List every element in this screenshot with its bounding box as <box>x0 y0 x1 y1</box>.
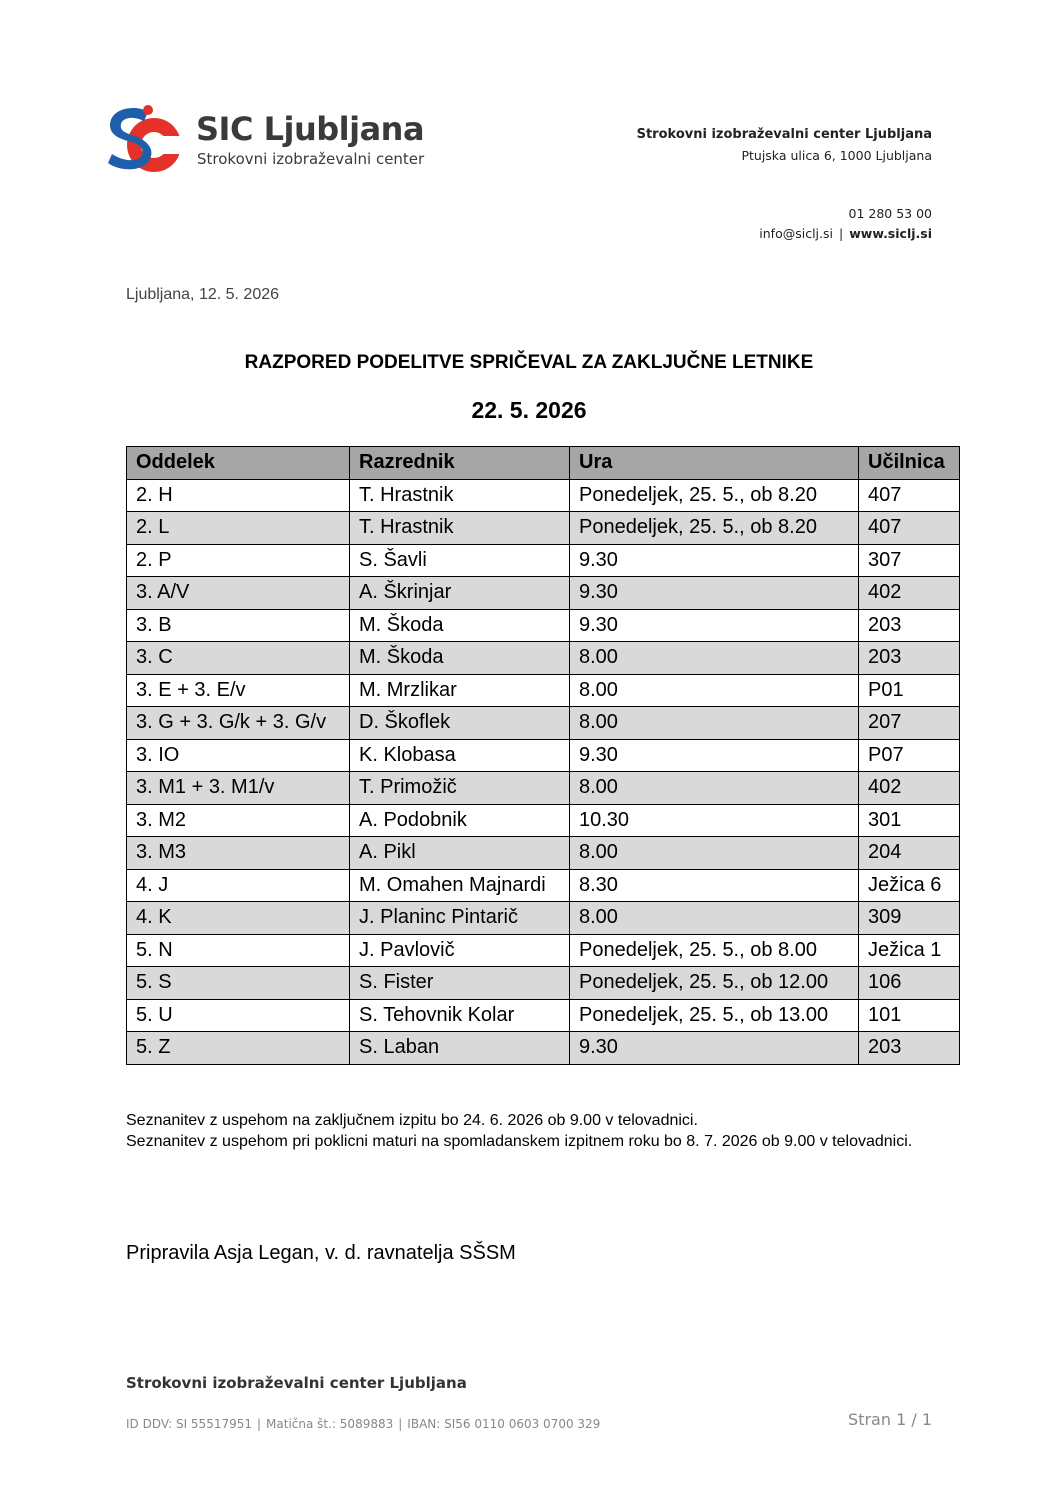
footer-separator: | <box>257 1417 262 1431</box>
cell-oddelek: 3. C <box>127 642 350 675</box>
column-header-razrednik: Razrednik <box>350 447 570 480</box>
cell-oddelek: 3. M3 <box>127 837 350 870</box>
schedule-table <box>126 446 960 1065</box>
cell-ura: Ponedeljek, 25. 5., ob 8.20 <box>570 512 859 545</box>
cell-razrednik: J. Pavlovič <box>350 934 570 967</box>
cell-oddelek: 3. A/V <box>127 577 350 610</box>
cell-ucilnica: P01 <box>859 674 960 707</box>
cell-razrednik: D. Škoflek <box>350 707 570 740</box>
cell-oddelek: 3. E + 3. E/v <box>127 674 350 707</box>
table-row <box>127 642 960 675</box>
footer-org-name: Strokovni izobraževalni center Ljubljana <box>126 1374 467 1392</box>
footer-maticna: Matična št.: 5089883 <box>266 1417 394 1431</box>
cell-ucilnica: 402 <box>859 772 960 805</box>
footer-iban: IBAN: SI56 0110 0603 0700 329 <box>407 1417 601 1431</box>
cell-ucilnica: 407 <box>859 512 960 545</box>
table-row <box>127 512 960 545</box>
footer-ids <box>126 1417 600 1431</box>
table-row <box>127 1032 960 1065</box>
cell-ucilnica: 203 <box>859 1032 960 1065</box>
cell-razrednik: S. Fister <box>350 967 570 1000</box>
logo-name: SIC Ljubljana <box>196 110 425 148</box>
header-phone: 01 280 53 00 <box>848 206 932 221</box>
footer-id-ddv: ID DDV: SI 55517951 <box>126 1417 252 1431</box>
cell-ucilnica: 204 <box>859 837 960 870</box>
cell-ucilnica: 309 <box>859 902 960 935</box>
cell-razrednik: T. Primožič <box>350 772 570 805</box>
cell-ura: 9.30 <box>570 544 859 577</box>
cell-ucilnica: 402 <box>859 577 960 610</box>
cell-oddelek: 5. S <box>127 967 350 1000</box>
cell-ucilnica: 307 <box>859 544 960 577</box>
table-row <box>127 609 960 642</box>
cell-ura: 8.00 <box>570 902 859 935</box>
cell-razrednik: A. Škrinjar <box>350 577 570 610</box>
header-email-link[interactable]: info@siclj.si <box>759 226 833 241</box>
cell-razrednik: M. Škoda <box>350 642 570 675</box>
cell-razrednik: K. Klobasa <box>350 739 570 772</box>
document-title: RAZPORED PODELITVE SPRIČEVAL ZA ZAKLJUČNE LETNIKE <box>244 352 814 373</box>
table-row <box>127 902 960 935</box>
cell-oddelek: 3. B <box>127 609 350 642</box>
table-row <box>127 967 960 1000</box>
table-row <box>127 577 960 610</box>
cell-razrednik: S. Šavli <box>350 544 570 577</box>
sic-logo-mark-icon <box>104 102 184 176</box>
table-row <box>127 934 960 967</box>
cell-razrednik: J. Planinc Pintarič <box>350 902 570 935</box>
cell-ucilnica: 106 <box>859 967 960 1000</box>
column-header-ucilnica: Učilnica <box>859 447 960 480</box>
cell-ura: 9.30 <box>570 1032 859 1065</box>
cell-ura: Ponedeljek, 25. 5., ob 12.00 <box>570 967 859 1000</box>
document-date: 22. 5. 2026 <box>471 397 587 423</box>
table-row <box>127 804 960 837</box>
table-header-row <box>127 447 960 480</box>
cell-oddelek: 2. P <box>127 544 350 577</box>
cell-ucilnica: 101 <box>859 999 960 1032</box>
cell-oddelek: 5. U <box>127 999 350 1032</box>
cell-ura: 8.00 <box>570 772 859 805</box>
cell-razrednik: S. Tehovnik Kolar <box>350 999 570 1032</box>
cell-ura: 10.30 <box>570 804 859 837</box>
cell-ura: Ponedeljek, 25. 5., ob 13.00 <box>570 999 859 1032</box>
column-header-oddelek: Oddelek <box>127 447 350 480</box>
cell-ura: 8.00 <box>570 674 859 707</box>
cell-ucilnica: P07 <box>859 739 960 772</box>
cell-oddelek: 3. M1 + 3. M1/v <box>127 772 350 805</box>
cell-oddelek: 3. IO <box>127 739 350 772</box>
cell-ura: Ponedeljek, 25. 5., ob 8.20 <box>570 479 859 512</box>
cell-ucilnica: 207 <box>859 707 960 740</box>
cell-oddelek: 5. N <box>127 934 350 967</box>
cell-razrednik: S. Laban <box>350 1032 570 1065</box>
place-date: Ljubljana, 12. 5. 2026 <box>126 286 280 303</box>
cell-ura: 9.30 <box>570 609 859 642</box>
logo-subtitle: Strokovni izobraževalni center <box>197 150 425 168</box>
cell-oddelek: 5. Z <box>127 1032 350 1065</box>
cell-razrednik: T. Hrastnik <box>350 512 570 545</box>
cell-ucilnica: Ježica 6 <box>859 869 960 902</box>
table-row <box>127 739 960 772</box>
table-row <box>127 999 960 1032</box>
notes <box>126 1110 932 1152</box>
table-row <box>127 674 960 707</box>
cell-razrednik: M. Škoda <box>350 609 570 642</box>
cell-razrednik: T. Hrastnik <box>350 479 570 512</box>
cell-ucilnica: 203 <box>859 609 960 642</box>
cell-ucilnica: 203 <box>859 642 960 675</box>
contact-separator: | <box>839 226 844 241</box>
cell-razrednik: A. Pikl <box>350 837 570 870</box>
cell-ura: 8.00 <box>570 642 859 675</box>
header-contact <box>759 226 932 241</box>
cell-razrednik: M. Omahen Majnardi <box>350 869 570 902</box>
header-org-name: Strokovni izobraževalni center Ljubljana <box>636 127 932 142</box>
footer-separator: | <box>398 1417 403 1431</box>
cell-ura: 8.30 <box>570 869 859 902</box>
cell-ura: Ponedeljek, 25. 5., ob 8.00 <box>570 934 859 967</box>
cell-razrednik: M. Mrzlikar <box>350 674 570 707</box>
cell-oddelek: 3. G + 3. G/k + 3. G/v <box>127 707 350 740</box>
table-row <box>127 837 960 870</box>
cell-ura: 8.00 <box>570 707 859 740</box>
cell-ucilnica: 407 <box>859 479 960 512</box>
page-number: Stran 1 / 1 <box>848 1410 932 1429</box>
sic-logo <box>104 102 444 176</box>
column-header-ura: Ura <box>570 447 859 480</box>
table-row <box>127 479 960 512</box>
cell-ura: 9.30 <box>570 577 859 610</box>
table-row <box>127 544 960 577</box>
cell-oddelek: 2. H <box>127 479 350 512</box>
note-matura: Seznanitev z uspehom pri poklicni maturi na spomladanskem izpitnem roku bo 8. 7. 2026 ob 9.00 v telovadnici. <box>126 1133 913 1150</box>
cell-ura: 9.30 <box>570 739 859 772</box>
header-website-link[interactable]: www.siclj.si <box>849 226 932 241</box>
cell-razrednik: A. Podobnik <box>350 804 570 837</box>
table-row <box>127 869 960 902</box>
cell-oddelek: 4. J <box>127 869 350 902</box>
cell-oddelek: 2. L <box>127 512 350 545</box>
header-address: Ptujska ulica 6, 1000 Ljubljana <box>741 148 932 163</box>
table-row <box>127 772 960 805</box>
cell-ura: 8.00 <box>570 837 859 870</box>
prepared-by: Pripravila Asja Legan, v. d. ravnatelja SŠSM <box>126 1242 516 1264</box>
cell-oddelek: 4. K <box>127 902 350 935</box>
table-row <box>127 707 960 740</box>
cell-ucilnica: 301 <box>859 804 960 837</box>
note-final-exam: Seznanitev z uspehom na zaključnem izpitu bo 24. 6. 2026 ob 9.00 v telovadnici. <box>126 1112 698 1129</box>
cell-oddelek: 3. M2 <box>127 804 350 837</box>
cell-ucilnica: Ježica 1 <box>859 934 960 967</box>
